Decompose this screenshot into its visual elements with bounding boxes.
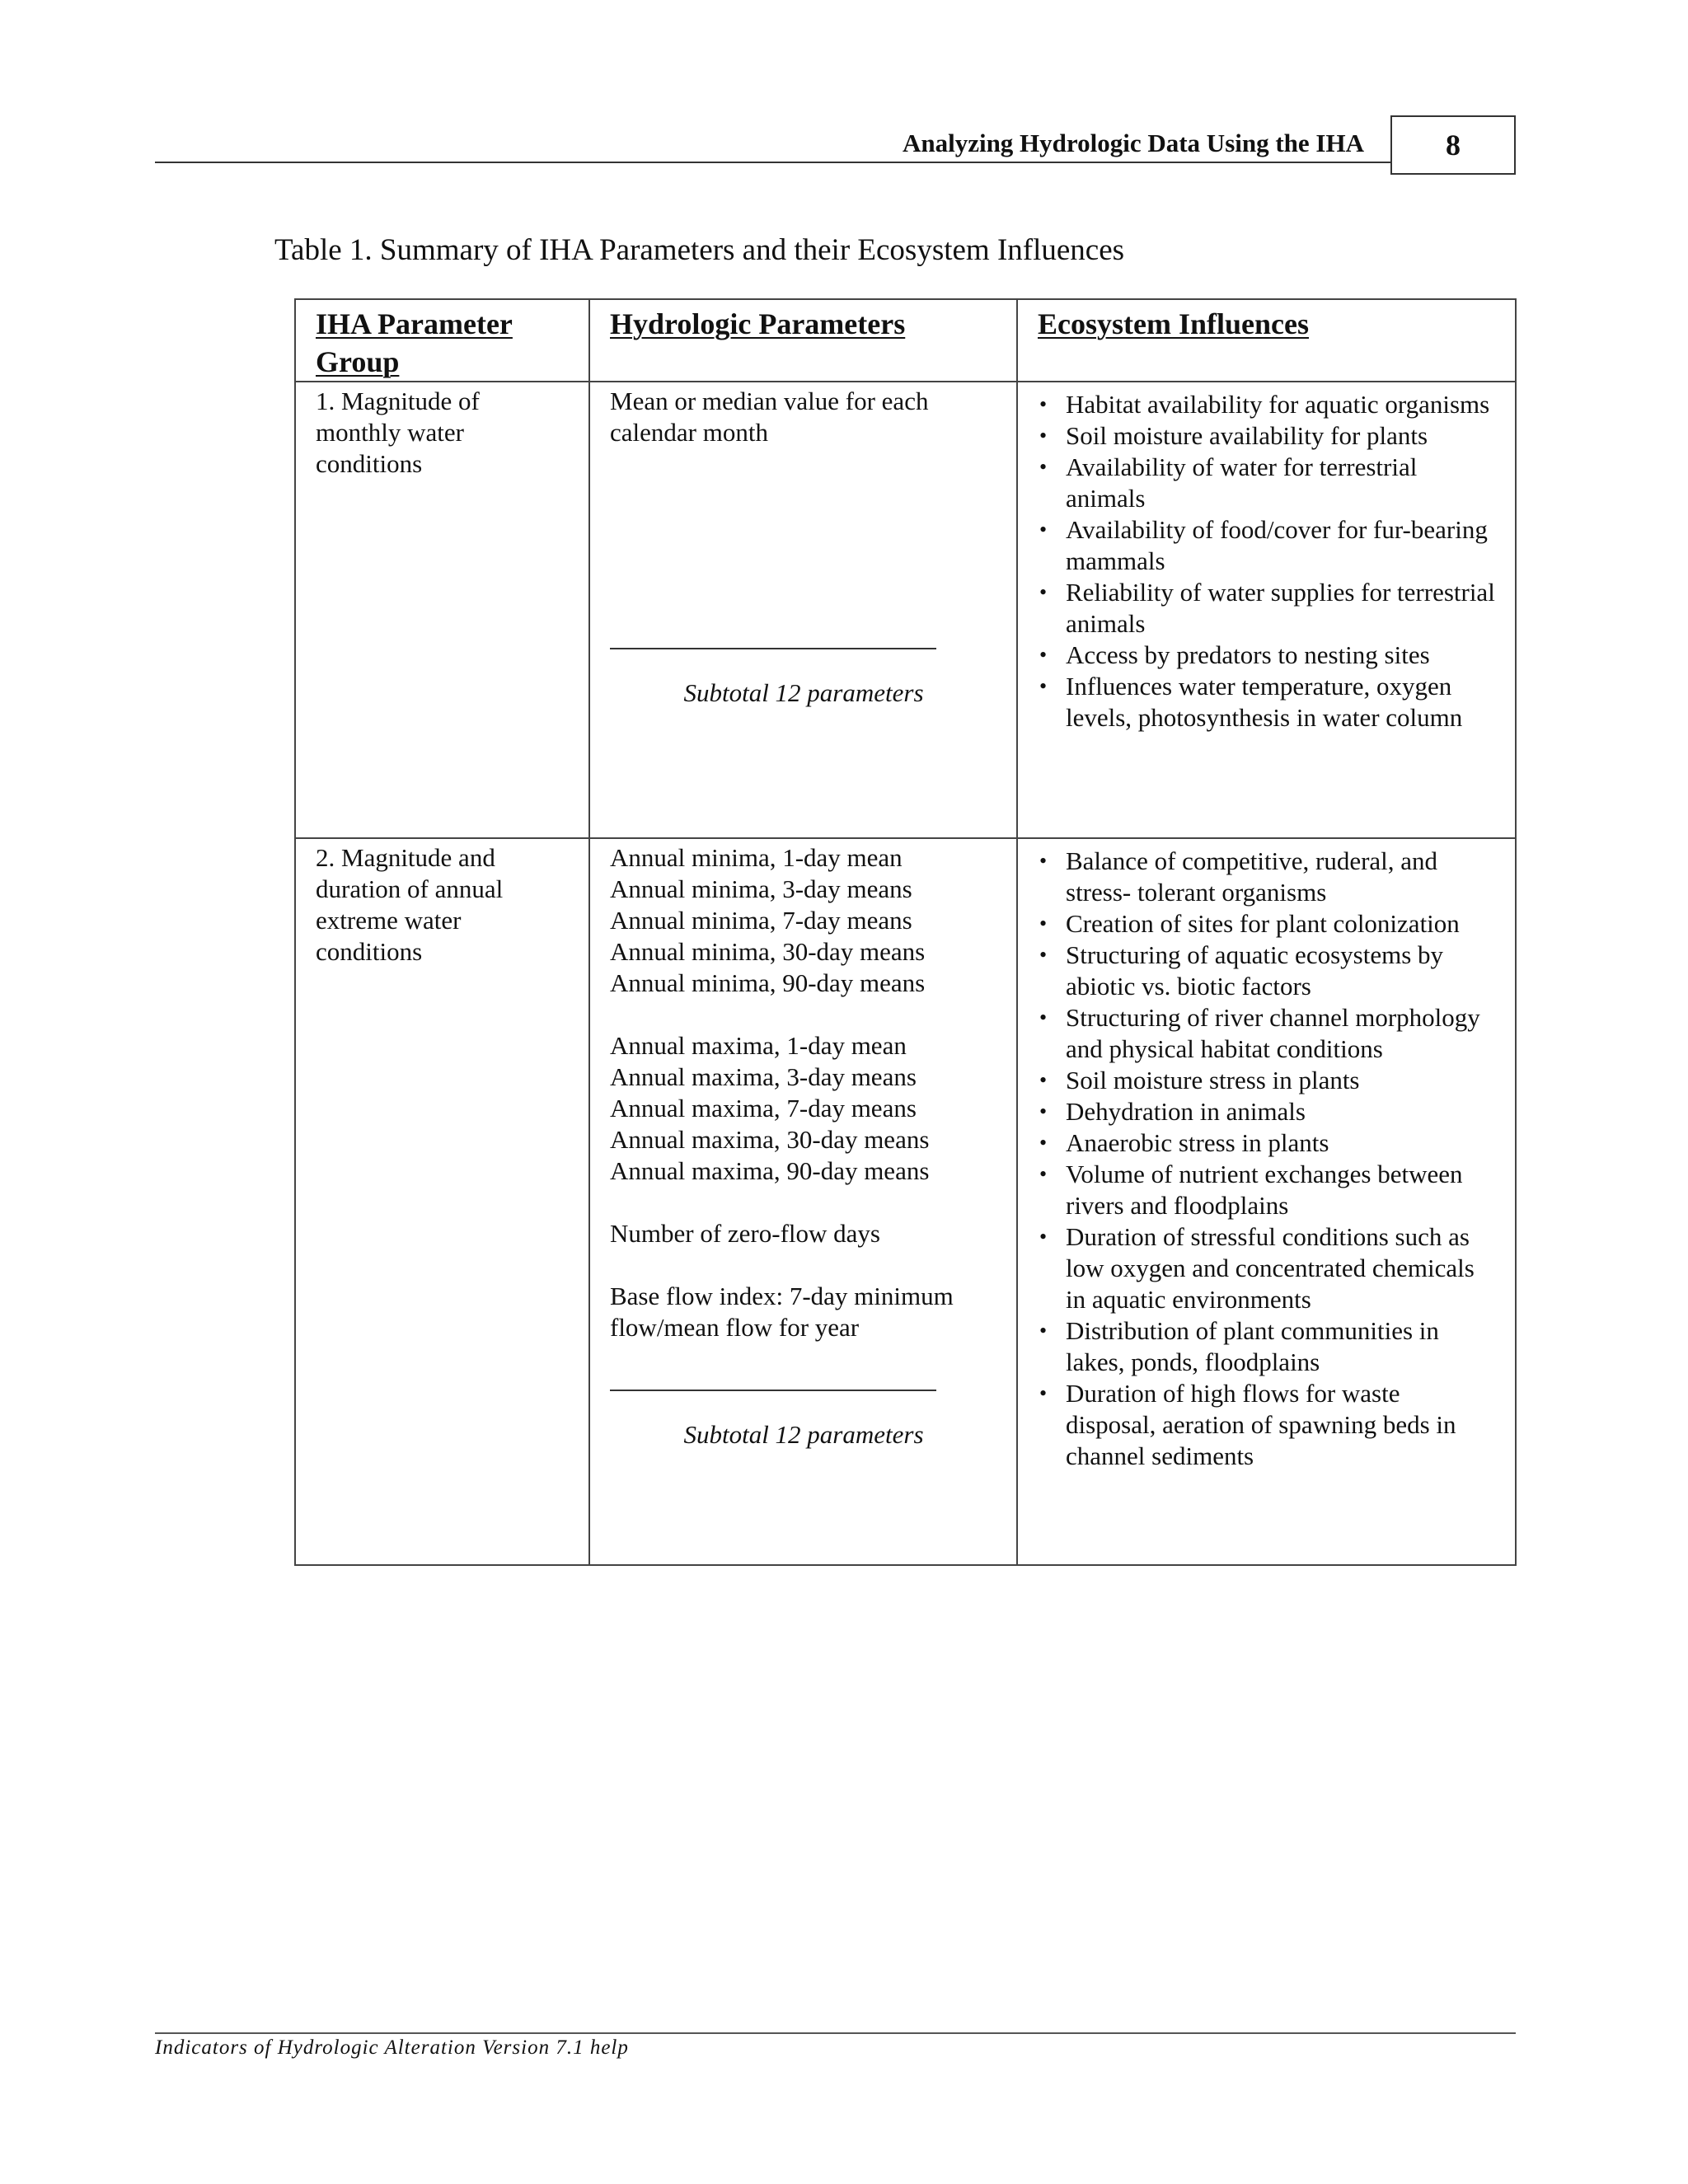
parameter-item: Annual minima, 1-day mean <box>610 843 903 872</box>
table-header-row <box>295 299 1516 382</box>
list-item: • Anaerobic stress in plants <box>1039 1128 1329 1157</box>
parameter-item: Annual maxima, 90-day means <box>610 1156 930 1185</box>
list-item: • Dehydration in animals <box>1039 1097 1306 1126</box>
parameter-item: Annual minima, 30-day means <box>610 937 926 966</box>
list-item: • Availability of food/cover for fur-bearing mammals <box>1039 515 1488 575</box>
running-header-title: Analyzing Hydrologic Data Using the IHA <box>902 129 1364 157</box>
page-number: 8 <box>1390 115 1516 175</box>
list-item: • Reliability of water supplies for terrestrial animals <box>1039 578 1495 638</box>
influences-cell <box>1017 838 1516 1565</box>
parameters-cell <box>589 838 1017 1565</box>
header-divider <box>155 162 1391 163</box>
list-item: • Balance of competitive, ruderal, and stress- tolerant organisms <box>1039 846 1438 907</box>
list-item: • Soil moisture availability for plants <box>1039 421 1428 450</box>
parameter-item: Annual maxima, 1-day mean <box>610 1031 907 1060</box>
influences-list <box>1038 389 1495 733</box>
column-header-hydrologic: Hydrologic Parameters <box>589 299 1017 382</box>
table-caption: Table 1. Summary of IHA Parameters and their Ecosystem Influences <box>274 233 1125 267</box>
parameter-item: Annual minima, 90-day means <box>610 968 926 997</box>
group-cell <box>295 382 589 838</box>
column-header-ecosystem: Ecosystem Influences <box>1017 299 1516 382</box>
parameter-item: Annual minima, 3-day means <box>610 874 912 903</box>
parameter-item: Annual maxima, 7-day means <box>610 1094 917 1122</box>
list-item: • Availability of water for terrestrial animals <box>1039 452 1418 513</box>
subtotal-label: Subtotal 12 parameters <box>683 1420 924 1449</box>
list-item: • Structuring of river channel morphology and physical habitat conditions <box>1039 1003 1480 1063</box>
list-item: • Volume of nutrient exchanges between rivers and floodplains <box>1039 1160 1463 1220</box>
iha-summary-table <box>294 298 1517 1566</box>
influences-cell <box>1017 382 1516 838</box>
list-item: • Duration of high flows for waste disposal, aeration of spawning beds in channel sediments <box>1039 1379 1456 1470</box>
footer-text: Indicators of Hydrologic Alteration Version 7.1 help <box>155 2036 629 2059</box>
column-header-group: IHA Parameter Group <box>295 299 589 382</box>
parameter-item: Annual minima, 7-day means <box>610 906 912 935</box>
list-item: • Habitat availability for aquatic organisms <box>1039 390 1490 419</box>
parameters-cell <box>589 382 1017 838</box>
group-cell <box>295 838 589 1565</box>
group-label: 2. Magnitude and duration of annual extreme water conditions <box>316 843 504 966</box>
parameter-item: Number of zero-flow days <box>610 1219 880 1248</box>
group-label: 1. Magnitude of monthly water conditions <box>316 387 480 478</box>
parameter-item: Mean or median value for each calendar month <box>610 387 929 447</box>
influences-list <box>1038 846 1495 1472</box>
list-item: • Distribution of plant communities in lakes, ponds, floodplains <box>1039 1316 1439 1376</box>
subtotal-label: Subtotal 12 parameters <box>683 678 924 707</box>
list-item: • Influences water temperature, oxygen levels, photosynthesis in water column <box>1039 672 1463 732</box>
list-item: • Access by predators to nesting sites <box>1039 640 1430 669</box>
table-row <box>295 382 1516 838</box>
parameter-item: Base flow index: 7-day minimum flow/mean flow for year <box>610 1282 954 1342</box>
list-item: • Duration of stressful conditions such as low oxygen and concentrated chemicals in aquatic environments <box>1039 1222 1475 1314</box>
parameter-item: Annual maxima, 3-day means <box>610 1062 917 1091</box>
list-item: • Structuring of aquatic ecosystems by abiotic vs. biotic factors <box>1039 940 1444 1001</box>
subtotal-divider <box>610 1390 936 1391</box>
list-item: • Creation of sites for plant colonization <box>1039 909 1460 938</box>
subtotal-divider <box>610 648 936 649</box>
table-row <box>295 838 1516 1565</box>
parameter-item: Annual maxima, 30-day means <box>610 1125 930 1154</box>
list-item: • Soil moisture stress in plants <box>1039 1066 1360 1094</box>
